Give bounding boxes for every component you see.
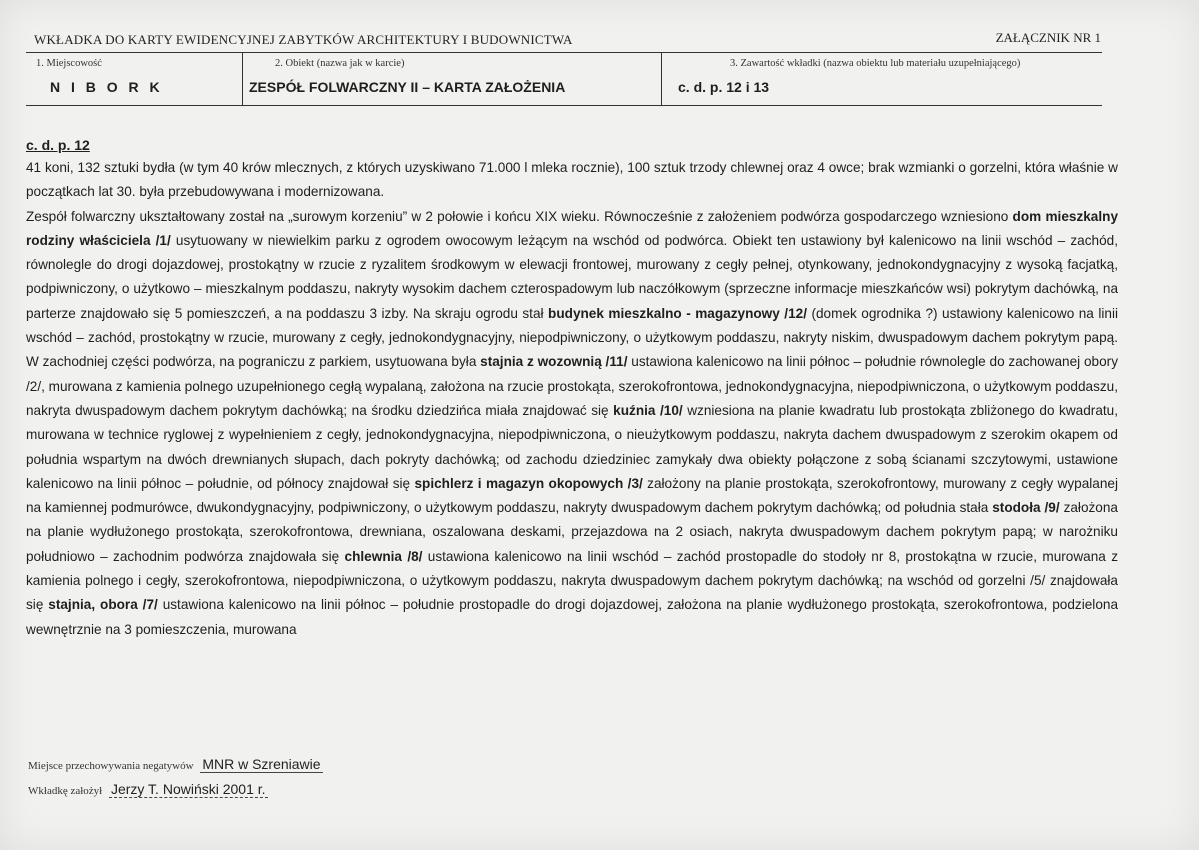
storage-label: Miejsce przechowywania negatywów [28,760,194,772]
text-run: (domek ogrodnika ?) ustawiony kalenicowo na linii wschód – zachód, prostokątny w rzucie, murowany z cegły, jednokondygnacyjny, niepodpiwniczony, o użytkowym poddaszu, nakryty niskim, dwuspadowym dachem pokrytym papą. W zachodniej części podwórza, na pograniczu z parkiem, usytuowana była [26,305,1118,370]
bold-term: stajnia, obora /7/ [48,597,158,613]
document-body [26,134,1118,642]
author-line [28,781,268,797]
storage-value: MNR w Szreniawie [202,756,321,772]
object-label: 2. Obiekt (nazwa jak w karcie) [275,58,405,69]
author-value: Jerzy T. Nowiński 2001 r. [110,781,266,797]
bold-term: budynek mieszkalno - magazynowy /12/ [548,305,807,321]
locality-value: N I B O R K [50,79,164,95]
document-title: WKŁADKA DO KARTY EWIDENCYJNEJ ZABYTKÓW ARCHITEKTURY I BUDOWNICTWA [34,32,573,47]
text-run: ustawiona kalenicowo na linii północ – południe równolegle do zachowanej obory /2/, murowana z kamienia polnego uzupełnionego cegłą wypalaną, założona na rzucie prostokąta, szerokofrontowa, jednokondygnacyjna, niepodpiwniczona, o użytkowym poddaszu, nakryta dwuspadowym dachem pokrytym dachówką; na środku dziedzińca miała znajdować się [26,354,1118,418]
text-run: ustawiona kalenicowo na linii północ – południe prostopadle do drogi dojazdowej, założona na planie wydłużonego prostokąta, szerokofrontowa, podzielona wewnętrznie na 3 pomieszczenia, murowana [26,597,1118,637]
author-label: Wkładkę założył [28,785,103,797]
object-cell [243,53,662,105]
contents-cell [662,53,1102,105]
contents-value: c. d. p. 12 i 13 [678,79,770,95]
bold-term: dom mieszkalny rodziny właściciela /1/ [26,208,1119,248]
locality-cell [26,53,243,105]
annex-number: ZAŁĄCZNIK NR 1 [995,30,1101,45]
text-run: wzniesiona na planie kwadratu lub prostokąta zbliżonego do kwadratu, murowana w technice ryglowej z wypełnieniem z cegły, jednokondygnacyjna, niepodpiwniczona, o nieużytkowym poddaszu, nakryta dachem dwuspadowym z szerokim okapem od południa wspartym na dwóch drewnianych słupach, dach pokryty dachówką; od zachodu dziedziniec zamykały dwa obiekty połączone z sobą ścianami szczytowymi, ustawione kalenicowo na linii północ – południe, od północy znajdował się [26,402,1118,491]
object-value: ZESPÓŁ FOLWARCZNY II – KARTA ZAŁOŻENIA [249,79,566,95]
paragraph-1: 41 koni, 132 sztuki bydła (w tym 40 krów mlecznych, z których uzyskiwano 71.000 l mleka rocznie), 100 sztuk trzody chlewnej oraz 4 owce; brak wzmianki o gorzelni, która właśnie w początkach lat 30. była przebudowywana i modernizowana. [26,160,1118,200]
bold-term: spichlerz i magazyn okopowych /3/ [414,475,643,491]
contents-label: 3. Zawartość wkładki (nazwa obiektu lub materiału uzupełniającego) [730,58,1021,69]
text-run: ustawiona kalenicowo na linii wschód – zachód prostopadle do stodoły nr 8, prostokątna w rzucie, murowana z kamienia polnego i cegły, szerokofrontowa, niepodpiwniczona, o użytkowym poddaszu, nakryta dwuspadowym dachem pokrytym dachówką; na wschód od gorzelni /5/ znajdowała się [26,548,1118,613]
text-run: usytuowany w niewielkim parku z ogrodem owocowym leżącym na wschód od podwórca. Obiekt ten ustawiony był kalenicowo na linii wschód – zachód, równolegle do drogi dojazdowej, prostokątny w rzucie z ryzalitem środkowym w elewacji frontowej, murowany z cegły pełnej, otynkowany, jednokondygnacyjny z wysoką facjatką, podpiwniczony, o użytkowo – mieszkalnym poddaszu, nakryty wysokim dachem czterospadowym lub naczółkowym (sprzeczne informacje mieszkańców wsi) pokrytym dachówką, na parterze znajdowało się 5 pomieszczeń, a na poddaszu 3 izby. Na skraju ogrodu stał [26,232,1118,321]
bold-term: stodoła /9/ [992,500,1060,516]
bold-term: stajnia z wozownią /11/ [480,354,628,370]
section-heading: c. d. p. 12 [26,137,90,153]
header-table [26,52,1102,106]
bold-term: chlewnia /8/ [344,548,423,564]
paragraph-2 [26,205,1118,642]
text-run: założony na planie prostokąta, szerokofrontowy, murowany z cegły wypalanej na kamiennej podmurówce, dwukondygnacyjny, podpiwniczony, o użytkowym poddaszu, nakryty dwuspadowym dachem pokrytym dachówką; od południa stała [26,475,1119,516]
bold-term: kuźnia /10/ [613,402,683,418]
negatives-storage [28,756,323,772]
locality-label: 1. Miejscowość [36,58,102,69]
text-run: Zespół folwarczny ukształtowany został na „surowym korzeniu” w 2 połowie i końcu XIX wieku. Równocześnie z założeniem podwórza gospodarczego wzniesiono [26,208,1013,224]
text-run: założona na planie wydłużonego prostokąta, szerokofrontowa, drewniana, oszalowana deskami, przejazdowa na 2 osiach, nakryta dwuspadowym dachem pokrytym papą; w narożniku południowo – zachodnim podwórza znajdowała się [26,500,1118,564]
